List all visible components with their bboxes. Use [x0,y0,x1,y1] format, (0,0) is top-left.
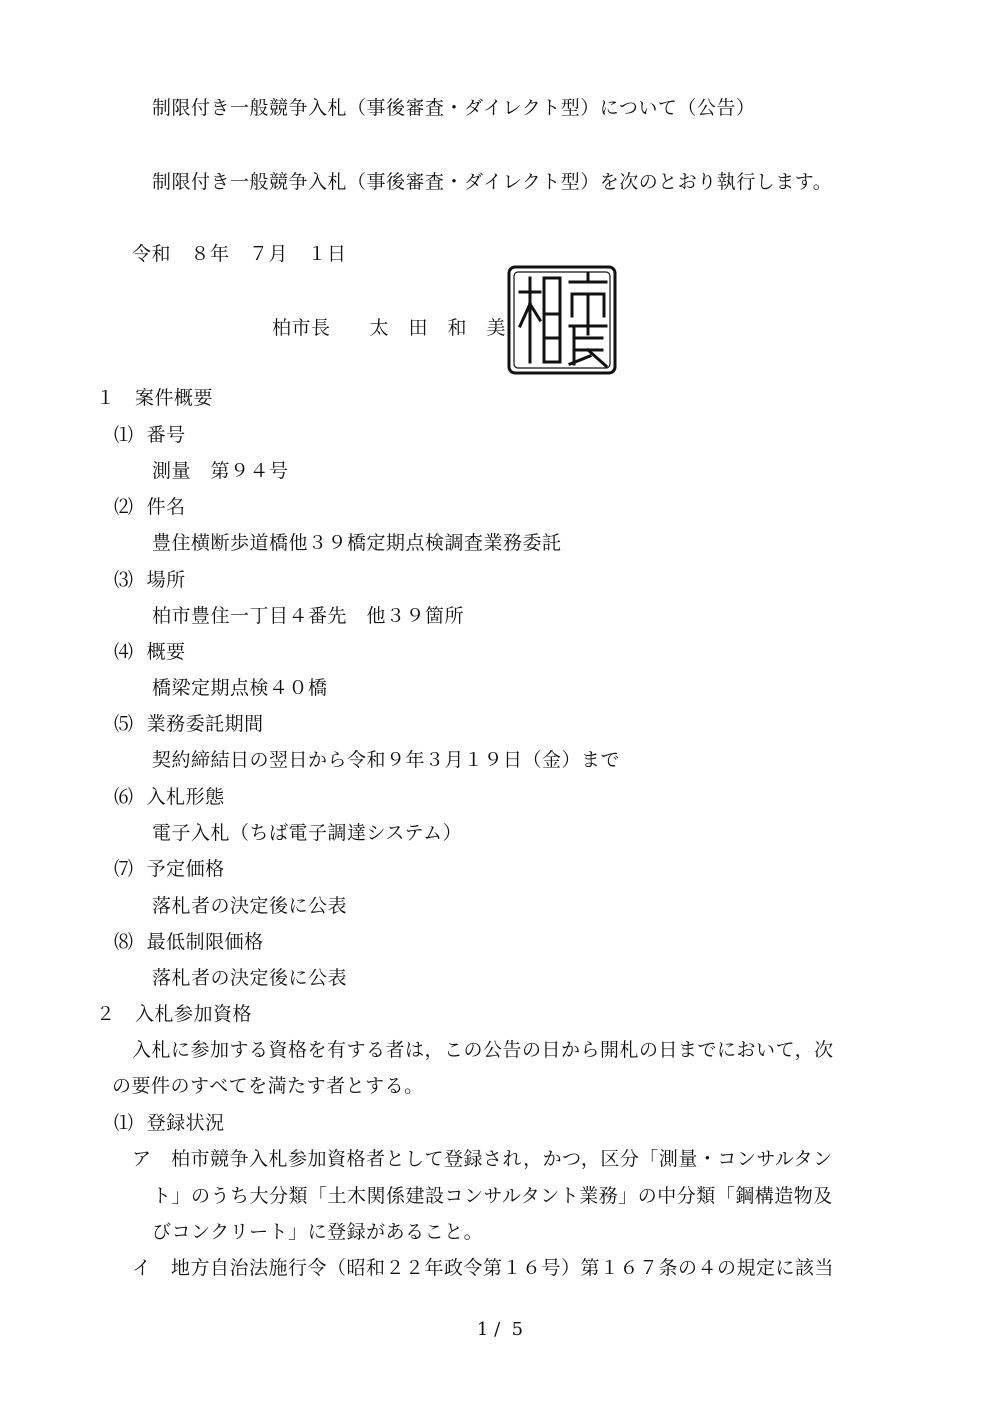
item-i-line: イ 地方自治法施行令（昭和２２年政令第１６号）第１６７条の４の規定に該当 [132,1257,835,1279]
section1-item-value: 電子入札（ちば電子調達システム） [152,822,463,844]
item-a-line: びコンクリート」に登録があること。 [152,1221,484,1243]
issuer: 柏市長 太 田 和 美 [272,317,507,339]
section1-item-label: ⑵ 件名 [114,496,186,518]
section2-heading: ２ 入札参加資格 [96,1003,253,1025]
section1-item-value: 柏市豊住一丁目４番先 他３９箇所 [152,605,465,627]
section1-item-label: ⑻ 最低制限価格 [114,931,264,953]
section1-item-value: 落札者の決定後に公表 [152,967,348,989]
section2-intro-line: の要件のすべてを満たす者とする。 [112,1075,424,1097]
section2-intro-line: 入札に参加する資格を有する者は，この公告の日から開札の日までにおいて，次 [132,1039,834,1061]
section1-item-value: 測量 第９４号 [152,460,289,482]
section1-item-label: ⑴ 番号 [114,424,186,446]
section1-item-label: ⑶ 場所 [114,569,186,591]
section1-item-value: 落札者の決定後に公表 [152,895,348,917]
official-seal [506,264,618,376]
item-a-line: ア 柏市競争入札参加資格者として登録され，かつ，区分「測量・コンサルタン [132,1148,833,1170]
section1-item-value: 橋梁定期点検４０橋 [152,677,328,699]
section1-item-value: 豊住横断歩道橋他３９橋定期点検調査業務委託 [152,532,562,554]
section1-item-label: ⑸ 業務委託期間 [114,713,264,735]
document-title: 制限付き一般競争入札（事後審査・ダイレクト型）について（公告） [152,97,756,119]
date: 令和 ８年 ７月 １日 [132,243,347,265]
intro-text: 制限付き一般競争入札（事後審査・ダイレクト型）を次のとおり執行します。 [152,171,833,193]
item-a-line: ト」のうち大分類「土木関係建設コンサルタント業務」の中分類「鋼構造物及 [152,1185,833,1207]
section1-item-label: ⑹ 入札形態 [114,786,225,808]
section1-heading: １ 案件概要 [96,387,214,409]
section2-sub1-label: ⑴ 登録状況 [114,1112,225,1134]
section1-item-label: ⑷ 概要 [114,641,186,663]
section1-item-label: ⑺ 予定価格 [114,858,225,880]
section1-item-value: 契約締結日の翌日から令和９年３月１９日（金）まで [152,749,621,771]
page-number: 1 / 5 [476,1319,524,1340]
